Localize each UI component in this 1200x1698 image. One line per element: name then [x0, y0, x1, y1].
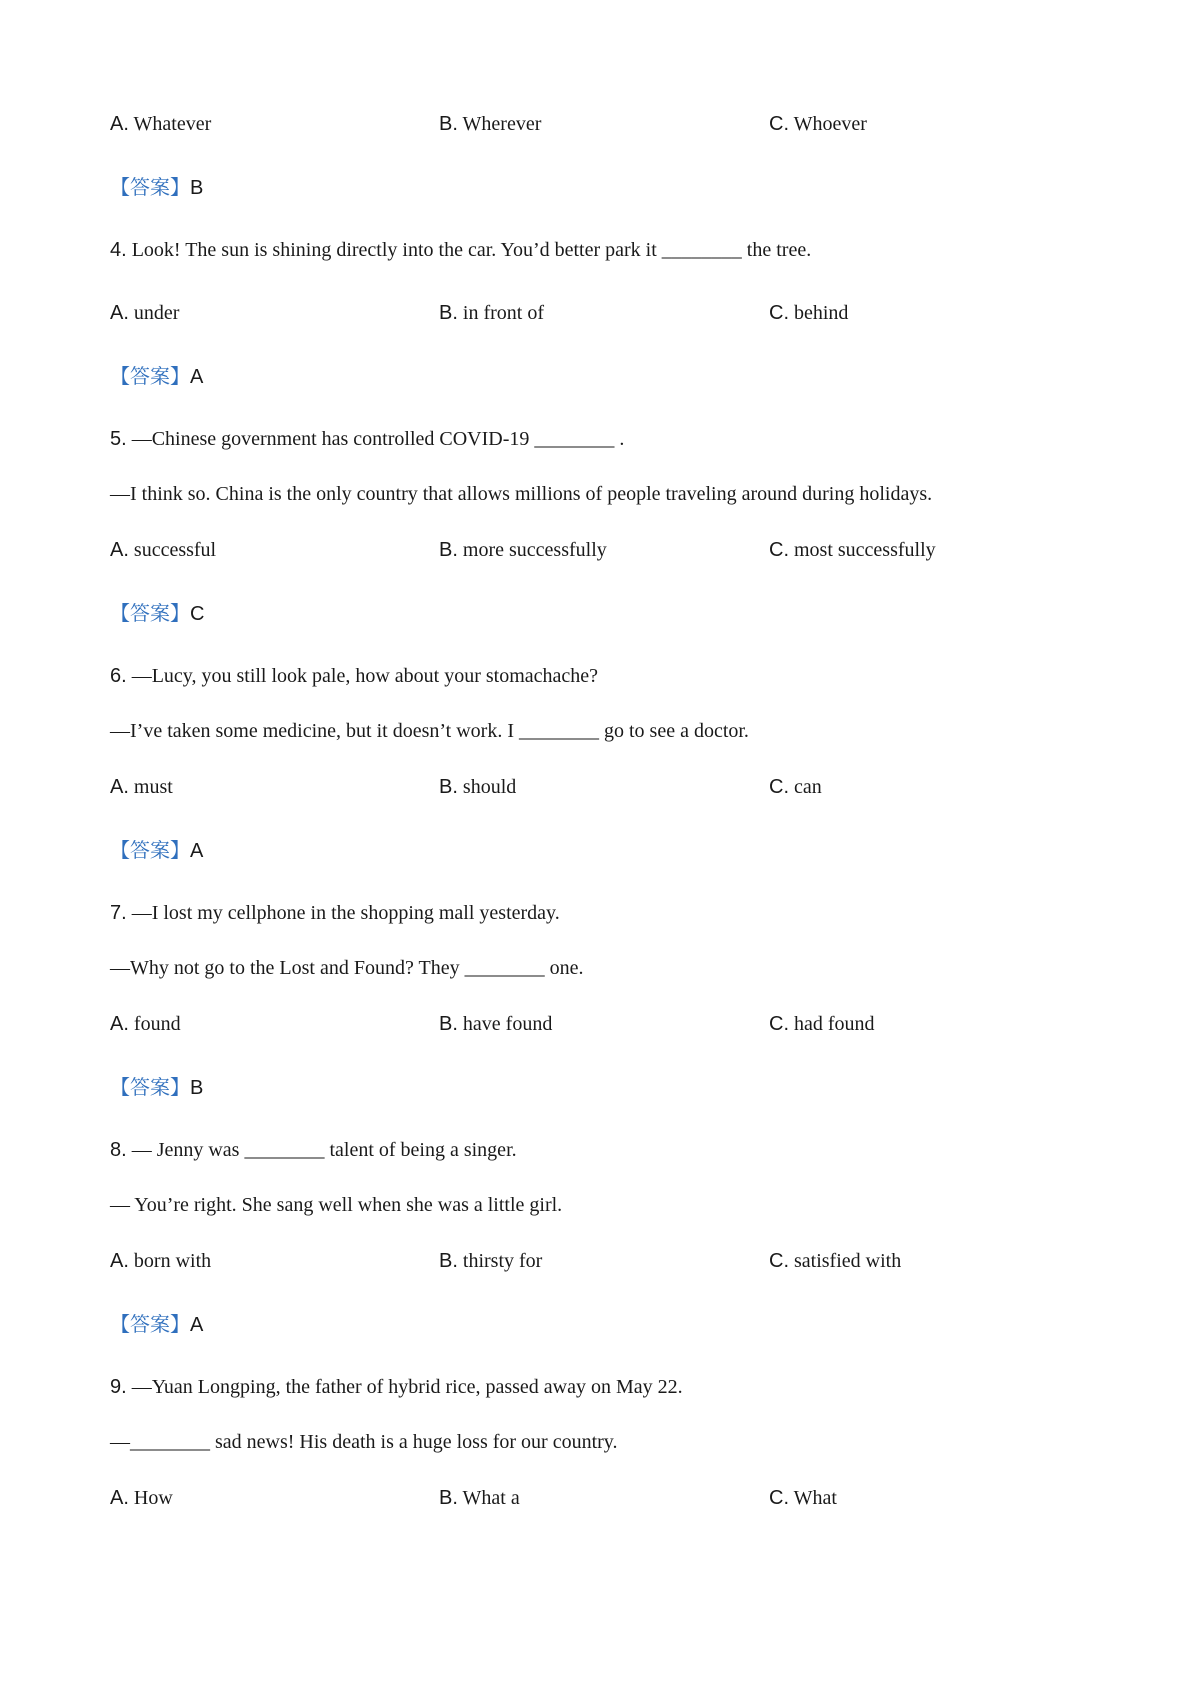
q5-reply: —I think so. China is the only country that allows millions of people traveling around during holidays.	[110, 483, 933, 505]
q5-stem: 5. —Chinese government has controlled COVID-19 ________ .	[110, 428, 625, 450]
q8-stem: 8. — Jenny was ________ talent of being a singer.	[110, 1139, 517, 1161]
q5-option-c: C. most successfully	[769, 539, 936, 561]
q4-option-c: C. behind	[769, 302, 849, 324]
q8-reply: — You’re right. She sang well when she was a little girl.	[110, 1194, 563, 1216]
q3-options	[110, 111, 1110, 137]
q8-option-c: C. satisfied with	[769, 1250, 902, 1272]
q7-answer: 【答案】B	[110, 1075, 204, 1099]
q6-option-c: C. can	[769, 776, 822, 798]
q4-option-a: A. under	[110, 302, 180, 324]
q7-options	[110, 1011, 1110, 1037]
q4-option-b: B. in front of	[439, 302, 544, 324]
q4-answer: 【答案】A	[110, 364, 204, 388]
q5-answer: 【答案】C	[110, 601, 205, 625]
q4-stem: 4. Look! The sun is shining directly into the car. You’d better park it ________ the tree.	[110, 239, 812, 261]
q9-option-b: B. What a	[439, 1487, 520, 1509]
q8-option-b: B. thirsty for	[439, 1250, 543, 1272]
q3-option-b: B. Wherever	[439, 113, 542, 135]
q9-options	[110, 1485, 1110, 1511]
q6-answer: 【答案】A	[110, 838, 204, 862]
q3-option-a: A. Whatever	[110, 113, 212, 135]
q6-stem: 6. —Lucy, you still look pale, how about your stomachache?	[110, 665, 599, 687]
q9-option-c: C. What	[769, 1487, 837, 1509]
q9-option-a: A. How	[110, 1487, 173, 1509]
q6-option-a: A. must	[110, 776, 173, 798]
q8-options	[110, 1248, 1110, 1274]
q5-options	[110, 537, 1110, 563]
q3-answer: 【答案】B	[110, 175, 204, 199]
q7-option-b: B. have found	[439, 1013, 553, 1035]
q4-options	[110, 300, 1110, 326]
q7-option-c: C. had found	[769, 1013, 875, 1035]
q7-stem: 7. —I lost my cellphone in the shopping mall yesterday.	[110, 902, 560, 924]
q3-option-c: C. Whoever	[769, 113, 867, 135]
q7-option-a: A. found	[110, 1013, 181, 1035]
q7-reply: —Why not go to the Lost and Found? They ________ one.	[110, 957, 584, 979]
q6-reply: —I’ve taken some medicine, but it doesn’t work. I ________ go to see a doctor.	[110, 720, 749, 742]
q8-answer: 【答案】A	[110, 1312, 204, 1336]
q8-option-a: A. born with	[110, 1250, 212, 1272]
q5-option-a: A. successful	[110, 539, 217, 561]
q6-options	[110, 774, 1110, 800]
q5-option-b: B. more successfully	[439, 539, 607, 561]
q9-reply: —________ sad news! His death is a huge loss for our country.	[110, 1431, 618, 1453]
q6-option-b: B. should	[439, 776, 517, 798]
q9-stem: 9. —Yuan Longping, the father of hybrid rice, passed away on May 22.	[110, 1376, 683, 1398]
